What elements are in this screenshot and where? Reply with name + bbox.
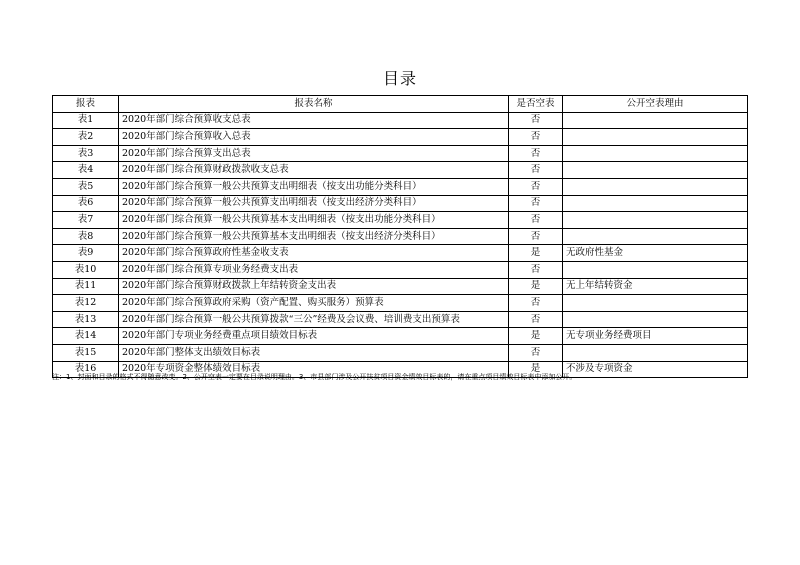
report-number: 表16 [53, 361, 119, 378]
report-name: 2020年部门综合预算支出总表 [119, 145, 509, 162]
report-name: 2020年部门综合预算收支总表 [119, 112, 509, 129]
report-number: 表12 [53, 295, 119, 312]
empty-reason [563, 295, 748, 312]
table-row [53, 162, 748, 179]
empty-reason [563, 311, 748, 328]
report-name: 2020年部门专项业务经费重点项目绩效目标表 [119, 328, 509, 345]
table-row [53, 195, 748, 212]
empty-reason [563, 145, 748, 162]
footnote: 注：1、封面和目录的格式不得随意改变。2、公开空表一定要在目录说明理由。3、市县部门涉及公开扶贫项目资金绩效目标表的，请在重点项目绩效目标表中添加公开。 [52, 373, 577, 381]
report-name: 2020年部门综合预算一般公共预算支出明细表（按支出功能分类科目） [119, 178, 509, 195]
table-row [53, 212, 748, 229]
empty-reason: 不涉及专项资金 [563, 361, 748, 378]
report-name: 2020年部门综合预算一般公共预算基本支出明细表（按支出功能分类科目） [119, 212, 509, 229]
empty-reason [563, 178, 748, 195]
report-name: 2020年部门综合预算政府性基金收支表 [119, 245, 509, 262]
report-number: 表2 [53, 129, 119, 146]
report-number: 表10 [53, 261, 119, 278]
empty-reason: 无政府性基金 [563, 245, 748, 262]
table-row [53, 328, 748, 345]
report-name: 2020年部门综合预算一般公共预算基本支出明细表（按支出经济分类科目） [119, 228, 509, 245]
empty-reason [563, 212, 748, 229]
toc-table [52, 95, 748, 378]
header-report-name: 报表名称 [119, 96, 509, 113]
is-empty-value: 否 [509, 112, 563, 129]
report-number: 表9 [53, 245, 119, 262]
report-number: 表15 [53, 344, 119, 361]
page-title: 目录 [382, 69, 417, 88]
is-empty-value: 否 [509, 261, 563, 278]
report-number: 表7 [53, 212, 119, 229]
report-name: 2020年专项资金整体绩效目标表 [119, 361, 509, 378]
is-empty-value: 否 [509, 145, 563, 162]
report-number: 表4 [53, 162, 119, 179]
report-number: 表1 [53, 112, 119, 129]
report-number: 表3 [53, 145, 119, 162]
report-number: 表8 [53, 228, 119, 245]
report-name: 2020年部门综合预算政府采购（资产配置、购买服务）预算表 [119, 295, 509, 312]
empty-reason: 无专项业务经费项目 [563, 328, 748, 345]
table-row [53, 228, 748, 245]
is-empty-value: 否 [509, 129, 563, 146]
empty-reason [563, 112, 748, 129]
is-empty-value: 否 [509, 162, 563, 179]
table-row [53, 145, 748, 162]
report-name: 2020年部门综合预算财政拨款上年结转资金支出表 [119, 278, 509, 295]
is-empty-value: 否 [509, 311, 563, 328]
header-empty-reason: 公开空表理由 [563, 96, 748, 113]
report-number: 表5 [53, 178, 119, 195]
table-row [53, 344, 748, 361]
report-name: 2020年部门综合预算专项业务经费支出表 [119, 261, 509, 278]
empty-reason [563, 344, 748, 361]
is-empty-value: 是 [509, 361, 563, 378]
header-report: 报表 [53, 96, 119, 113]
table-row [53, 112, 748, 129]
is-empty-value: 否 [509, 344, 563, 361]
report-name: 2020年部门综合预算收入总表 [119, 129, 509, 146]
report-number: 表13 [53, 311, 119, 328]
table-row [53, 178, 748, 195]
empty-reason [563, 261, 748, 278]
header-is-empty: 是否空表 [509, 96, 563, 113]
report-number: 表6 [53, 195, 119, 212]
empty-reason: 无上年结转资金 [563, 278, 748, 295]
is-empty-value: 否 [509, 228, 563, 245]
is-empty-value: 是 [509, 245, 563, 262]
table-header-row [53, 96, 748, 113]
is-empty-value: 否 [509, 178, 563, 195]
report-number: 表11 [53, 278, 119, 295]
table-row [53, 129, 748, 146]
empty-reason [563, 129, 748, 146]
report-name: 2020年部门综合预算一般公共预算支出明细表（按支出经济分类科目） [119, 195, 509, 212]
report-name: 2020年部门综合预算财政拨款收支总表 [119, 162, 509, 179]
report-name: 2020年部门综合预算一般公共预算拨款“三公”经费及会议费、培训费支出预算表 [119, 311, 509, 328]
table-row [53, 295, 748, 312]
is-empty-value: 是 [509, 278, 563, 295]
table-row [53, 245, 748, 262]
is-empty-value: 否 [509, 212, 563, 229]
table-row [53, 261, 748, 278]
is-empty-value: 否 [509, 195, 563, 212]
empty-reason [563, 195, 748, 212]
empty-reason [563, 228, 748, 245]
table-row [53, 278, 748, 295]
table-row [53, 311, 748, 328]
report-number: 表14 [53, 328, 119, 345]
is-empty-value: 是 [509, 328, 563, 345]
empty-reason [563, 162, 748, 179]
report-name: 2020年部门整体支出绩效目标表 [119, 344, 509, 361]
is-empty-value: 否 [509, 295, 563, 312]
